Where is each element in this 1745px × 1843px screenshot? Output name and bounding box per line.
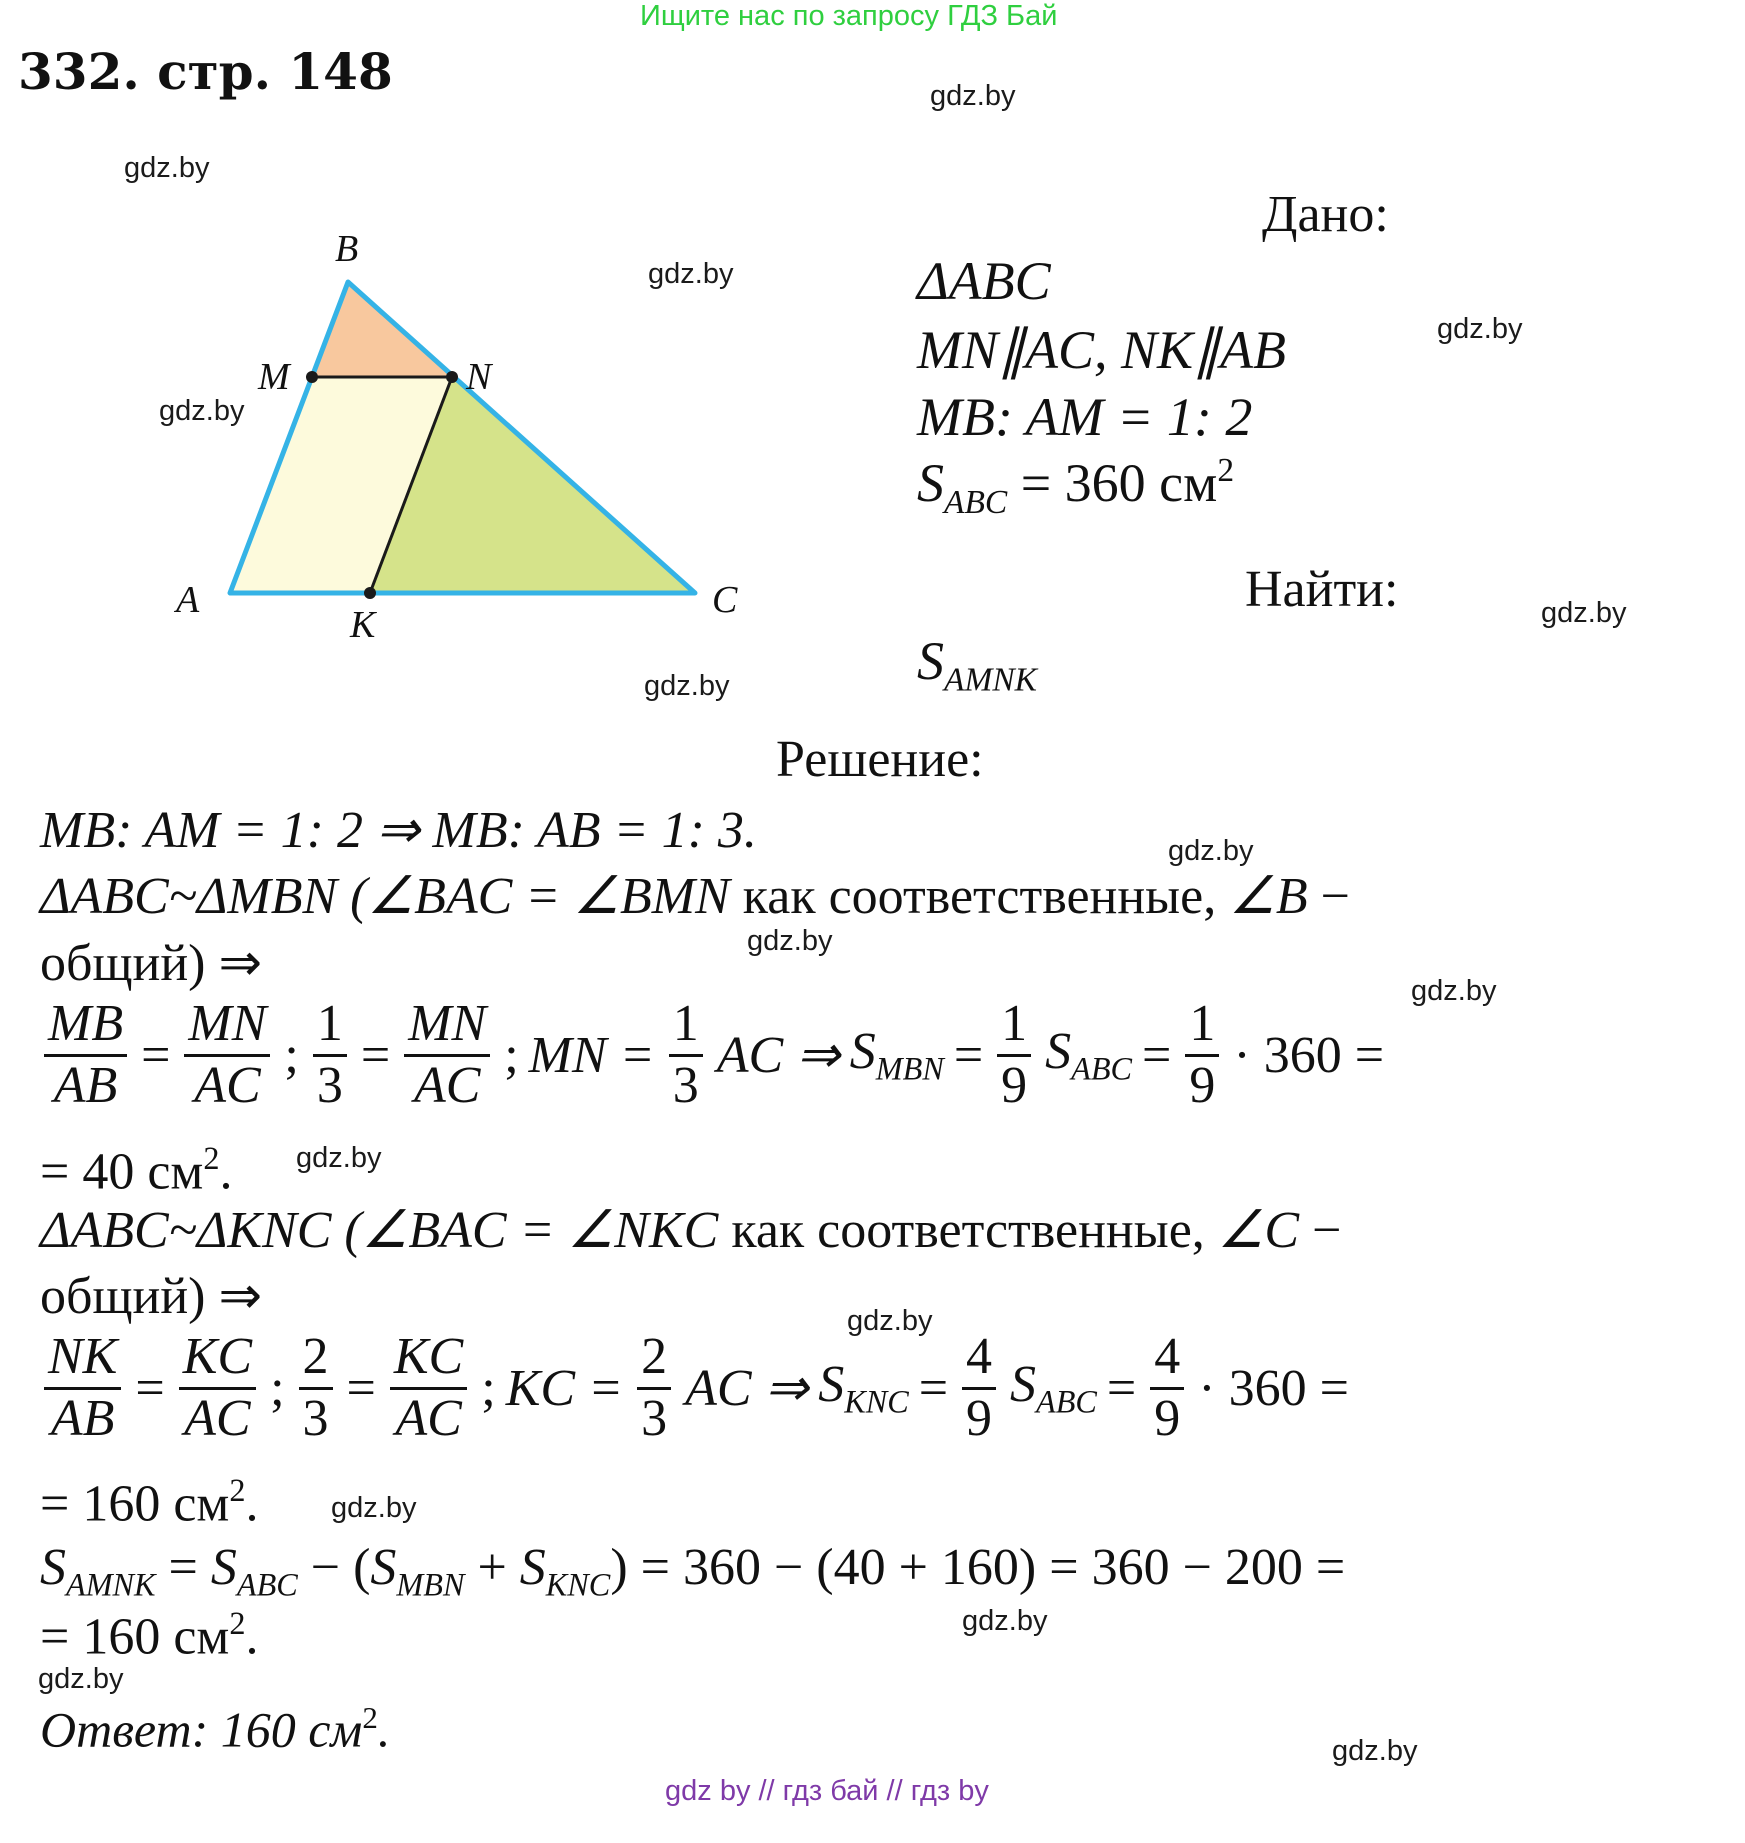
watermark: gdz.by: [648, 258, 734, 290]
product-tail: · 360 =: [1198, 1359, 1349, 1417]
watermark: gdz.by: [1332, 1735, 1418, 1767]
numerator: 2: [641, 1328, 668, 1385]
s-subscript: MBN: [396, 1566, 465, 1603]
fraction: [313, 997, 347, 1113]
s-symbol: S: [370, 1539, 397, 1596]
plus: +: [464, 1539, 520, 1596]
fraction: [404, 997, 490, 1113]
s-knc: [818, 1355, 909, 1420]
solution-line-1: MB: AM = 1: 2 ⇒ MB: AB = 1: 3.: [40, 802, 757, 859]
watermark: gdz.by: [159, 395, 245, 427]
denominator: 9: [1154, 1389, 1181, 1447]
kc-equals: KC =: [505, 1359, 624, 1417]
answer: [40, 1700, 390, 1759]
numerator: 1: [1189, 995, 1216, 1052]
answer-text: Ответ: 160 см: [40, 1701, 363, 1758]
solution-line-3: общий) ⇒: [40, 935, 263, 992]
watermark: gdz.by: [644, 670, 730, 702]
numerator: 2: [302, 1328, 329, 1385]
top-banner[interactable]: Ищите нас по запросу ГДЗ Бай: [640, 0, 1058, 32]
label-m: M: [258, 356, 290, 398]
numerator: 1: [1001, 995, 1028, 1052]
exercise-title: 332. стр. 148: [18, 42, 393, 101]
given-ratio: MB: AM = 1: 2: [917, 387, 1253, 447]
s-subscript: MBN: [875, 1050, 944, 1087]
fraction: [184, 997, 270, 1113]
equals: =: [155, 1539, 211, 1596]
s-mbn: [850, 1022, 944, 1087]
answer-unit-exponent: 2: [362, 1700, 378, 1735]
separator: ;: [481, 1359, 496, 1417]
point-m: [306, 371, 318, 383]
period: .: [219, 1143, 233, 1201]
fraction: [44, 1330, 121, 1446]
fraction: [669, 997, 703, 1113]
numerator: KC: [182, 1328, 253, 1385]
s-symbol: S: [917, 453, 944, 514]
find-heading: Найти:: [1245, 561, 1399, 618]
numerator: 1: [672, 995, 699, 1052]
area-value: = 360 см: [1007, 453, 1218, 514]
find-value: [917, 630, 1037, 700]
denominator: 3: [641, 1389, 668, 1447]
arithmetic: ) = 360 − (40 + 160) = 360 − 200 =: [610, 1539, 1346, 1596]
numerator: MN: [188, 995, 267, 1052]
given-triangle: ΔABC: [917, 251, 1051, 311]
denominator: 3: [672, 1056, 699, 1114]
fraction: [997, 997, 1031, 1113]
solution-line-10: [40, 1538, 1345, 1603]
triangle-mbn: [312, 282, 452, 377]
s-symbol: S: [1010, 1356, 1037, 1414]
fraction: [1150, 1330, 1184, 1446]
numerator: 4: [1154, 1328, 1181, 1385]
ac-implies: AC ⇒: [685, 1360, 809, 1418]
result-value: = 40 см: [40, 1143, 204, 1201]
s-subscript: AMNK: [944, 661, 1037, 699]
s-symbol: S: [519, 1539, 546, 1596]
solution-line-11: [40, 1605, 258, 1666]
fraction: [390, 1330, 467, 1446]
result-value: = 160 см: [40, 1608, 230, 1666]
numerator: KC: [393, 1328, 464, 1385]
denominator: 9: [1189, 1056, 1216, 1114]
watermark: gdz.by: [747, 925, 833, 957]
fraction: [637, 1330, 671, 1446]
watermark: gdz.by: [124, 152, 210, 184]
label-b: B: [335, 228, 359, 270]
s-subscript: ABC: [236, 1566, 298, 1603]
fraction: [962, 1330, 996, 1446]
unit-exponent: 2: [229, 1605, 246, 1641]
footer-links[interactable]: gdz by // гдз бай // гдз by: [665, 1775, 989, 1807]
s-subscript: ABC: [1071, 1050, 1133, 1087]
similarity-statement: ΔABC~ΔMBN (∠BAC = ∠BMN: [40, 868, 730, 925]
watermark: gdz.by: [296, 1142, 382, 1174]
watermark: gdz.by: [962, 1605, 1048, 1637]
s-symbol: S: [40, 1539, 66, 1596]
solution-fraction-line-1: $\frac{MB}{AB}$ = $\frac{MN}{AC}$ ; $\frac{1}{3}$ = $\frac{MN}{AC}$ ; MN = $\frac{1}{3}$ AC ⇒ $S_{MBN}$ = $\frac{1}{9}$ $S_{ABC}$ = $\frac{1}{9}$ · 360 =: [40, 997, 1384, 1113]
minus-paren: − (: [297, 1539, 371, 1596]
mn-equals: MN =: [528, 1026, 655, 1084]
reason-text: как соответственные,: [718, 1202, 1218, 1259]
product-tail: · 360 =: [1233, 1026, 1385, 1084]
solution-fraction-line-2: $\frac{NK}{AB}$ = $\frac{KC}{AC}$ ; $\frac{2}{3}$ = $\frac{KC}{AC}$ ; KC = $\frac{2}{3}$ AC ⇒ $S_{KNC}$ = $\frac{4}{9}$ $S_{ABC}$ = $\frac{4}{9}$ · 360 =: [40, 1330, 1349, 1446]
s-symbol: S: [1045, 1023, 1072, 1081]
denominator: 9: [966, 1389, 993, 1447]
denominator: 9: [1001, 1056, 1028, 1114]
watermark: gdz.by: [1168, 835, 1254, 867]
similarity-statement: ΔABC~ΔKNC (∠BAC = ∠NKC: [40, 1202, 719, 1259]
result-value: = 160 см: [40, 1475, 230, 1533]
denominator: AC: [194, 1056, 261, 1114]
reason-text: как соответственные,: [729, 868, 1230, 925]
unit-exponent: 2: [203, 1140, 220, 1176]
period: .: [245, 1475, 259, 1533]
watermark: gdz.by: [38, 1663, 124, 1695]
watermark: gdz.by: [930, 80, 1016, 112]
watermark: gdz.by: [847, 1305, 933, 1337]
label-c: C: [712, 579, 738, 621]
s-abc: [1045, 1022, 1132, 1087]
solution-line-6: [40, 1200, 1341, 1260]
point-k: [364, 587, 376, 599]
numerator: MN: [408, 995, 487, 1052]
s-abc: [1010, 1355, 1097, 1420]
area-unit-exponent: 2: [1217, 452, 1235, 489]
solution-line-7: общий) ⇒: [40, 1268, 263, 1325]
numerator: 1: [316, 995, 343, 1052]
unit-exponent: 2: [229, 1472, 246, 1508]
label-a: A: [176, 579, 200, 621]
dash: −: [1299, 1202, 1342, 1259]
label-k: K: [350, 604, 376, 646]
s-subscript: ABC: [1036, 1383, 1097, 1420]
s-symbol: S: [917, 631, 944, 691]
denominator: AC: [413, 1056, 481, 1114]
period: .: [245, 1608, 259, 1666]
solution-heading: Решение:: [776, 731, 984, 788]
given-area: [917, 452, 1234, 522]
separator: ;: [270, 1359, 285, 1417]
label-n: N: [466, 356, 492, 398]
solution-line-2: [40, 866, 1350, 926]
denominator: 3: [302, 1389, 329, 1447]
fraction: [179, 1330, 256, 1446]
fraction: [299, 1330, 333, 1446]
period: .: [377, 1701, 391, 1758]
ac-implies: AC ⇒: [716, 1027, 840, 1085]
numerator: NK: [48, 1328, 118, 1385]
watermark: gdz.by: [1437, 313, 1523, 345]
numerator: MB: [48, 995, 124, 1052]
point-n: [446, 371, 458, 383]
s-subscript: ABC: [944, 483, 1008, 521]
denominator: 3: [316, 1056, 343, 1114]
solution-line-5: [40, 1140, 232, 1201]
watermark: gdz.by: [331, 1492, 417, 1524]
dash: −: [1307, 868, 1350, 925]
solution-line-9: [40, 1472, 258, 1533]
numerator: 4: [966, 1328, 993, 1385]
denominator: AC: [395, 1389, 462, 1447]
given-heading: Дано:: [1262, 186, 1389, 243]
denominator: AB: [50, 1389, 115, 1447]
angle-c: ∠C: [1217, 1202, 1300, 1259]
fraction: [1185, 997, 1219, 1113]
separator: ;: [284, 1026, 299, 1084]
s-symbol: S: [818, 1356, 845, 1414]
denominator: AB: [53, 1056, 118, 1114]
s-symbol: S: [849, 1023, 876, 1081]
watermark: gdz.by: [1541, 597, 1627, 629]
s-subscript: AMNK: [66, 1566, 156, 1603]
watermark: gdz.by: [1411, 975, 1497, 1007]
separator: ;: [504, 1026, 519, 1084]
s-symbol: S: [210, 1539, 237, 1596]
s-subscript: KNC: [844, 1383, 909, 1420]
fraction: [44, 997, 127, 1113]
angle-b: ∠B: [1229, 868, 1308, 925]
denominator: AC: [184, 1389, 251, 1447]
given-parallel: MN∥AC, NK∥AB: [917, 320, 1287, 380]
s-subscript: KNC: [545, 1566, 611, 1603]
triangle-figure: [170, 225, 770, 655]
